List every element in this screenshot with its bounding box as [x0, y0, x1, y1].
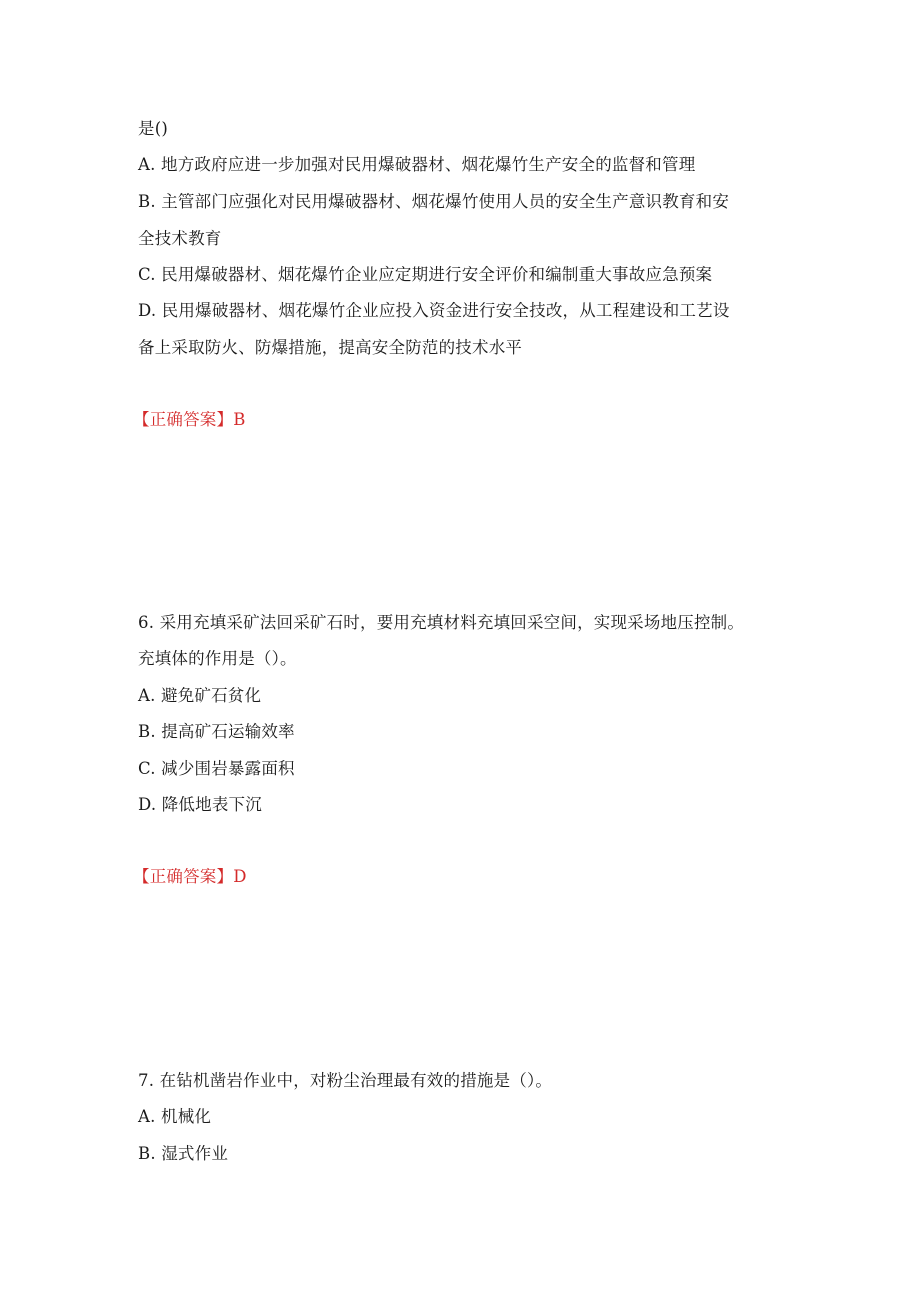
q6-option-c: C. 减少围岩暴露面积 — [138, 759, 295, 778]
q6-stem-line2: 充填体的作用是（）。 — [138, 649, 297, 668]
q5-option-d: D. 民用爆破器材、烟花爆竹企业应投入资金进行安全技改，从工程建设和工艺设 — [138, 301, 730, 320]
q5-answer: 【正确答案】B — [133, 410, 246, 429]
q5-option-c: C. 民用爆破器材、烟花爆竹企业应定期进行安全评价和编制重大事故应急预案 — [138, 265, 713, 284]
q5-option-a: A. 地方政府应进一步加强对民用爆破器材、烟花爆竹生产安全的监督和管理 — [138, 155, 696, 174]
q6-answer: 【正确答案】D — [133, 867, 247, 886]
q7-stem: 7. 在钻机凿岩作业中，对粉尘治理最有效的措施是（）。 — [138, 1071, 553, 1090]
q5-stem-tail: 是() — [138, 119, 168, 138]
q7-option-a: A. 机械化 — [138, 1107, 212, 1126]
q6-option-a: A. 避免矿石贫化 — [138, 686, 262, 705]
q5-option-d-cont: 备上采取防火、防爆措施，提高安全防范的技术水平 — [138, 338, 523, 357]
q5-option-b-cont: 全技术教育 — [138, 229, 222, 248]
q6-stem-line1: 6. 采用充填采矿法回采矿石时，要用充填材料充填回采空间，实现采场地压控制。 — [138, 613, 745, 632]
q5-option-b: B. 主管部门应强化对民用爆破器材、烟花爆竹使用人员的安全生产意识教育和安 — [138, 192, 730, 211]
q7-option-b: B. 湿式作业 — [138, 1144, 229, 1163]
q6-option-b: B. 提高矿石运输效率 — [138, 722, 295, 741]
q6-option-d: D. 降低地表下沉 — [138, 795, 262, 814]
